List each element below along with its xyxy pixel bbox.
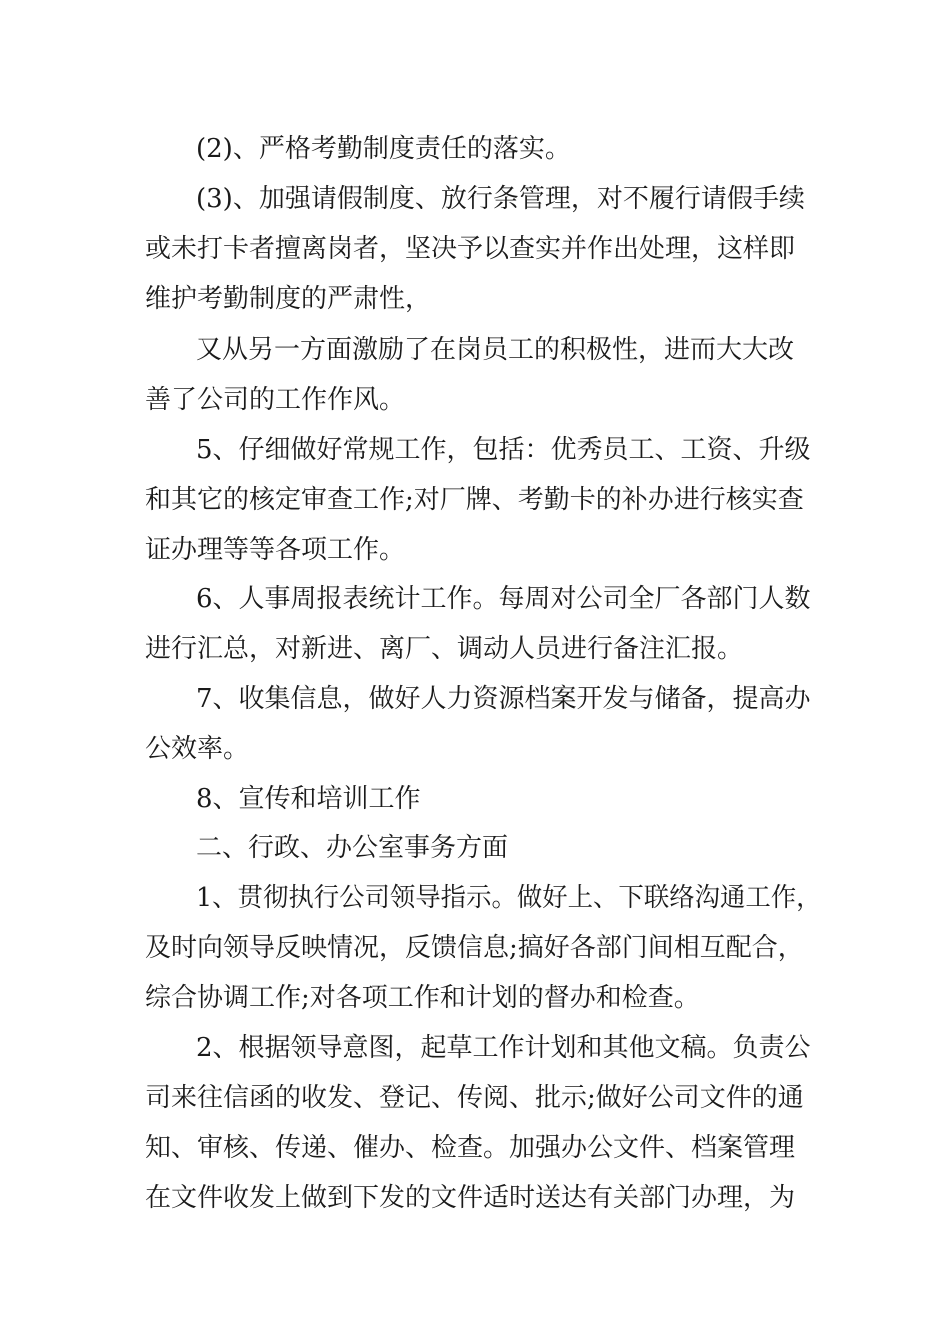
text-line: 1、贯彻执行公司领导指示。做好上、下联络沟通工作， [196, 883, 822, 913]
text-line: (3)、加强请假制度、放行条管理，对不履行请假手续 [196, 184, 805, 214]
text-line: 在文件收发上做到下发的文件适时送达有关部门办理，为 [145, 1183, 796, 1213]
text-line: 或未打卡者擅离岗者，坚决予以查实并作出处理，这样即 [145, 234, 796, 264]
text-line: 二、行政、办公室事务方面 [196, 833, 509, 863]
text-line: (2)、严格考勤制度责任的落实。 [196, 134, 571, 164]
text-line: 证办理等等各项工作。 [145, 535, 406, 565]
text-line: 公效率。 [145, 734, 250, 764]
text-line: 2、根据领导意图，起草工作计划和其他文稿。负责公 [196, 1033, 811, 1063]
text-line: 和其它的核定审查工作;对厂牌、考勤卡的补办进行核实查 [145, 485, 804, 515]
text-line: 司来往信函的收发、登记、传阅、批示;做好公司文件的通 [145, 1083, 804, 1113]
text-line: 善了公司的工作作风。 [145, 385, 406, 415]
text-line: 7、收集信息，做好人力资源档案开发与储备，提高办 [196, 684, 811, 714]
text-line: 6、人事周报表统计工作。每周对公司全厂各部门人数 [196, 584, 811, 614]
text-line: 及时向领导反映情况，反馈信息;搞好各部门间相互配合， [145, 933, 804, 963]
text-line: 综合协调工作;对各项工作和计划的督办和检查。 [145, 983, 700, 1013]
text-line: 5、仔细做好常规工作，包括：优秀员工、工资、升级 [196, 435, 811, 465]
text-line: 又从另一方面激励了在岗员工的积极性，进而大大改 [196, 335, 795, 365]
text-line: 维护考勤制度的严肃性， [145, 284, 432, 314]
text-line: 进行汇总，对新进、离厂、调动人员进行备注汇报。 [145, 634, 744, 664]
text-line: 8、宣传和培训工作 [196, 784, 421, 814]
text-line: 知、审核、传递、催办、检查。加强办公文件、档案管理 [145, 1133, 796, 1163]
